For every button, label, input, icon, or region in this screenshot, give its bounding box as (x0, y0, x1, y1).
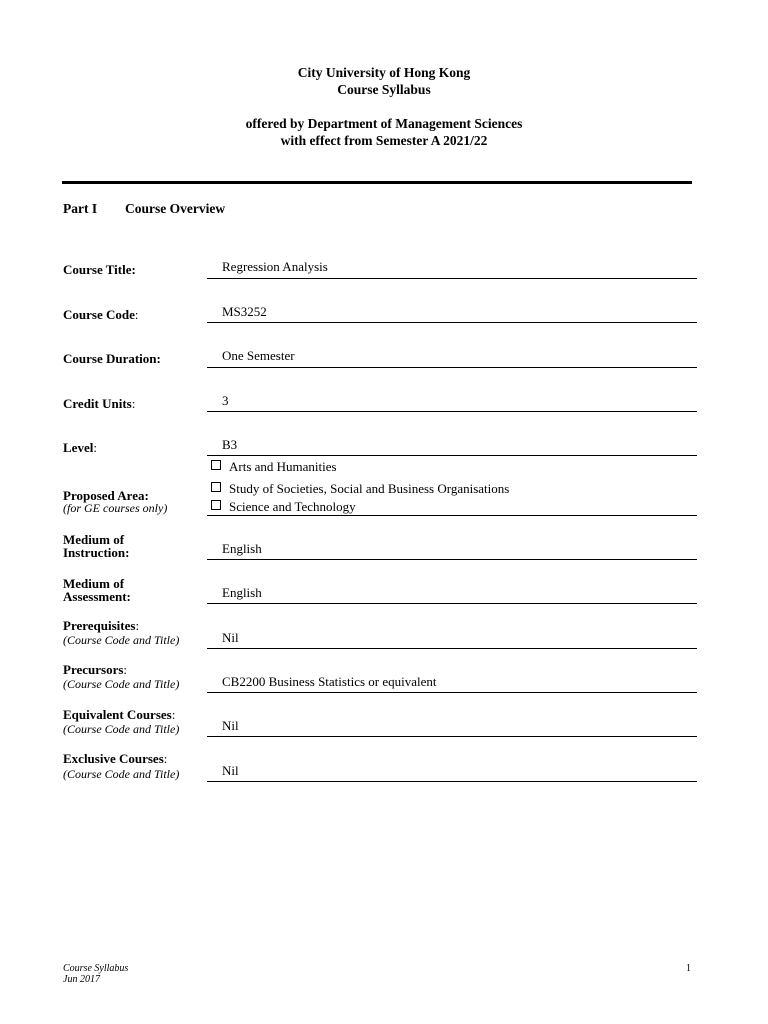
precursors-value: CB2200 Business Statistics or equivalent (222, 674, 437, 689)
checkbox-icon[interactable] (211, 460, 221, 470)
equivalent-courses-rule (207, 736, 697, 737)
footer-date: Jun 2017 (63, 974, 100, 985)
course-title-rule (207, 278, 697, 279)
part-number: Part I (63, 201, 98, 216)
prerequisites-rule (207, 648, 697, 649)
credit-units-value: 3 (222, 393, 229, 408)
checkbox-icon[interactable] (211, 500, 221, 510)
footer-title: Course Syllabus (63, 963, 129, 974)
course-duration-label: Course Duration: (63, 351, 161, 366)
medium-assessment-label-1: Medium of (63, 576, 125, 591)
prerequisites-label: Prerequisites: (63, 618, 140, 633)
prerequisites-value: Nil (222, 630, 239, 645)
medium-instruction-value: English (222, 541, 262, 556)
medium-assessment-label-2: Assessment: (63, 589, 131, 604)
university-name: City University of Hong Kong (297, 65, 471, 80)
proposed-area-rule (207, 515, 697, 516)
area-option-societies[interactable]: Study of Societies, Social and Business Organisations (211, 481, 509, 496)
course-duration-value: One Semester (222, 348, 295, 363)
medium-instruction-rule (207, 559, 697, 560)
proposed-area-label: Proposed Area: (63, 488, 149, 503)
part-title: Course Overview (125, 201, 226, 216)
course-title-label: Course Title: (63, 262, 136, 277)
precursors-rule (207, 692, 697, 693)
prerequisites-note: (Course Code and Title) (63, 633, 180, 647)
medium-instruction-label-2: Instruction: (63, 545, 130, 560)
level-rule (207, 455, 697, 456)
level-label: Level: (63, 440, 97, 455)
exclusive-courses-label: Exclusive Courses: (63, 751, 168, 766)
exclusive-courses-value: Nil (222, 763, 239, 778)
area-option-arts[interactable]: Arts and Humanities (211, 459, 337, 474)
area-option-science[interactable]: Science and Technology (211, 499, 356, 514)
page-number: 1 (686, 963, 691, 974)
equivalent-courses-value: Nil (222, 718, 239, 733)
equivalent-courses-label: Equivalent Courses: (63, 707, 176, 722)
credit-units-label: Credit Units: (63, 396, 136, 411)
offering-department: offered by Department of Management Sciences (245, 116, 523, 131)
document-type: Course Syllabus (337, 82, 431, 97)
medium-assessment-rule (207, 603, 697, 604)
proposed-area-note: (for GE courses only) (63, 501, 168, 515)
exclusive-courses-rule (207, 781, 697, 782)
course-code-value: MS3252 (222, 304, 267, 319)
course-code-rule (207, 322, 697, 323)
equivalent-courses-note: (Course Code and Title) (63, 722, 180, 736)
course-code-label: Course Code: (63, 307, 139, 322)
effective-semester: with effect from Semester A 2021/22 (280, 133, 488, 148)
precursors-note: (Course Code and Title) (63, 677, 180, 691)
header-divider (62, 181, 692, 184)
exclusive-courses-note: (Course Code and Title) (63, 767, 180, 781)
checkbox-icon[interactable] (211, 482, 221, 492)
footer-doc-info (63, 963, 128, 985)
level-value: B3 (222, 437, 238, 452)
credit-units-rule (207, 411, 697, 412)
course-duration-rule (207, 367, 697, 368)
precursors-label: Precursors: (63, 662, 128, 677)
medium-assessment-value: English (222, 585, 262, 600)
course-title-value: Regression Analysis (222, 259, 328, 274)
medium-instruction-label-1: Medium of (63, 532, 125, 547)
